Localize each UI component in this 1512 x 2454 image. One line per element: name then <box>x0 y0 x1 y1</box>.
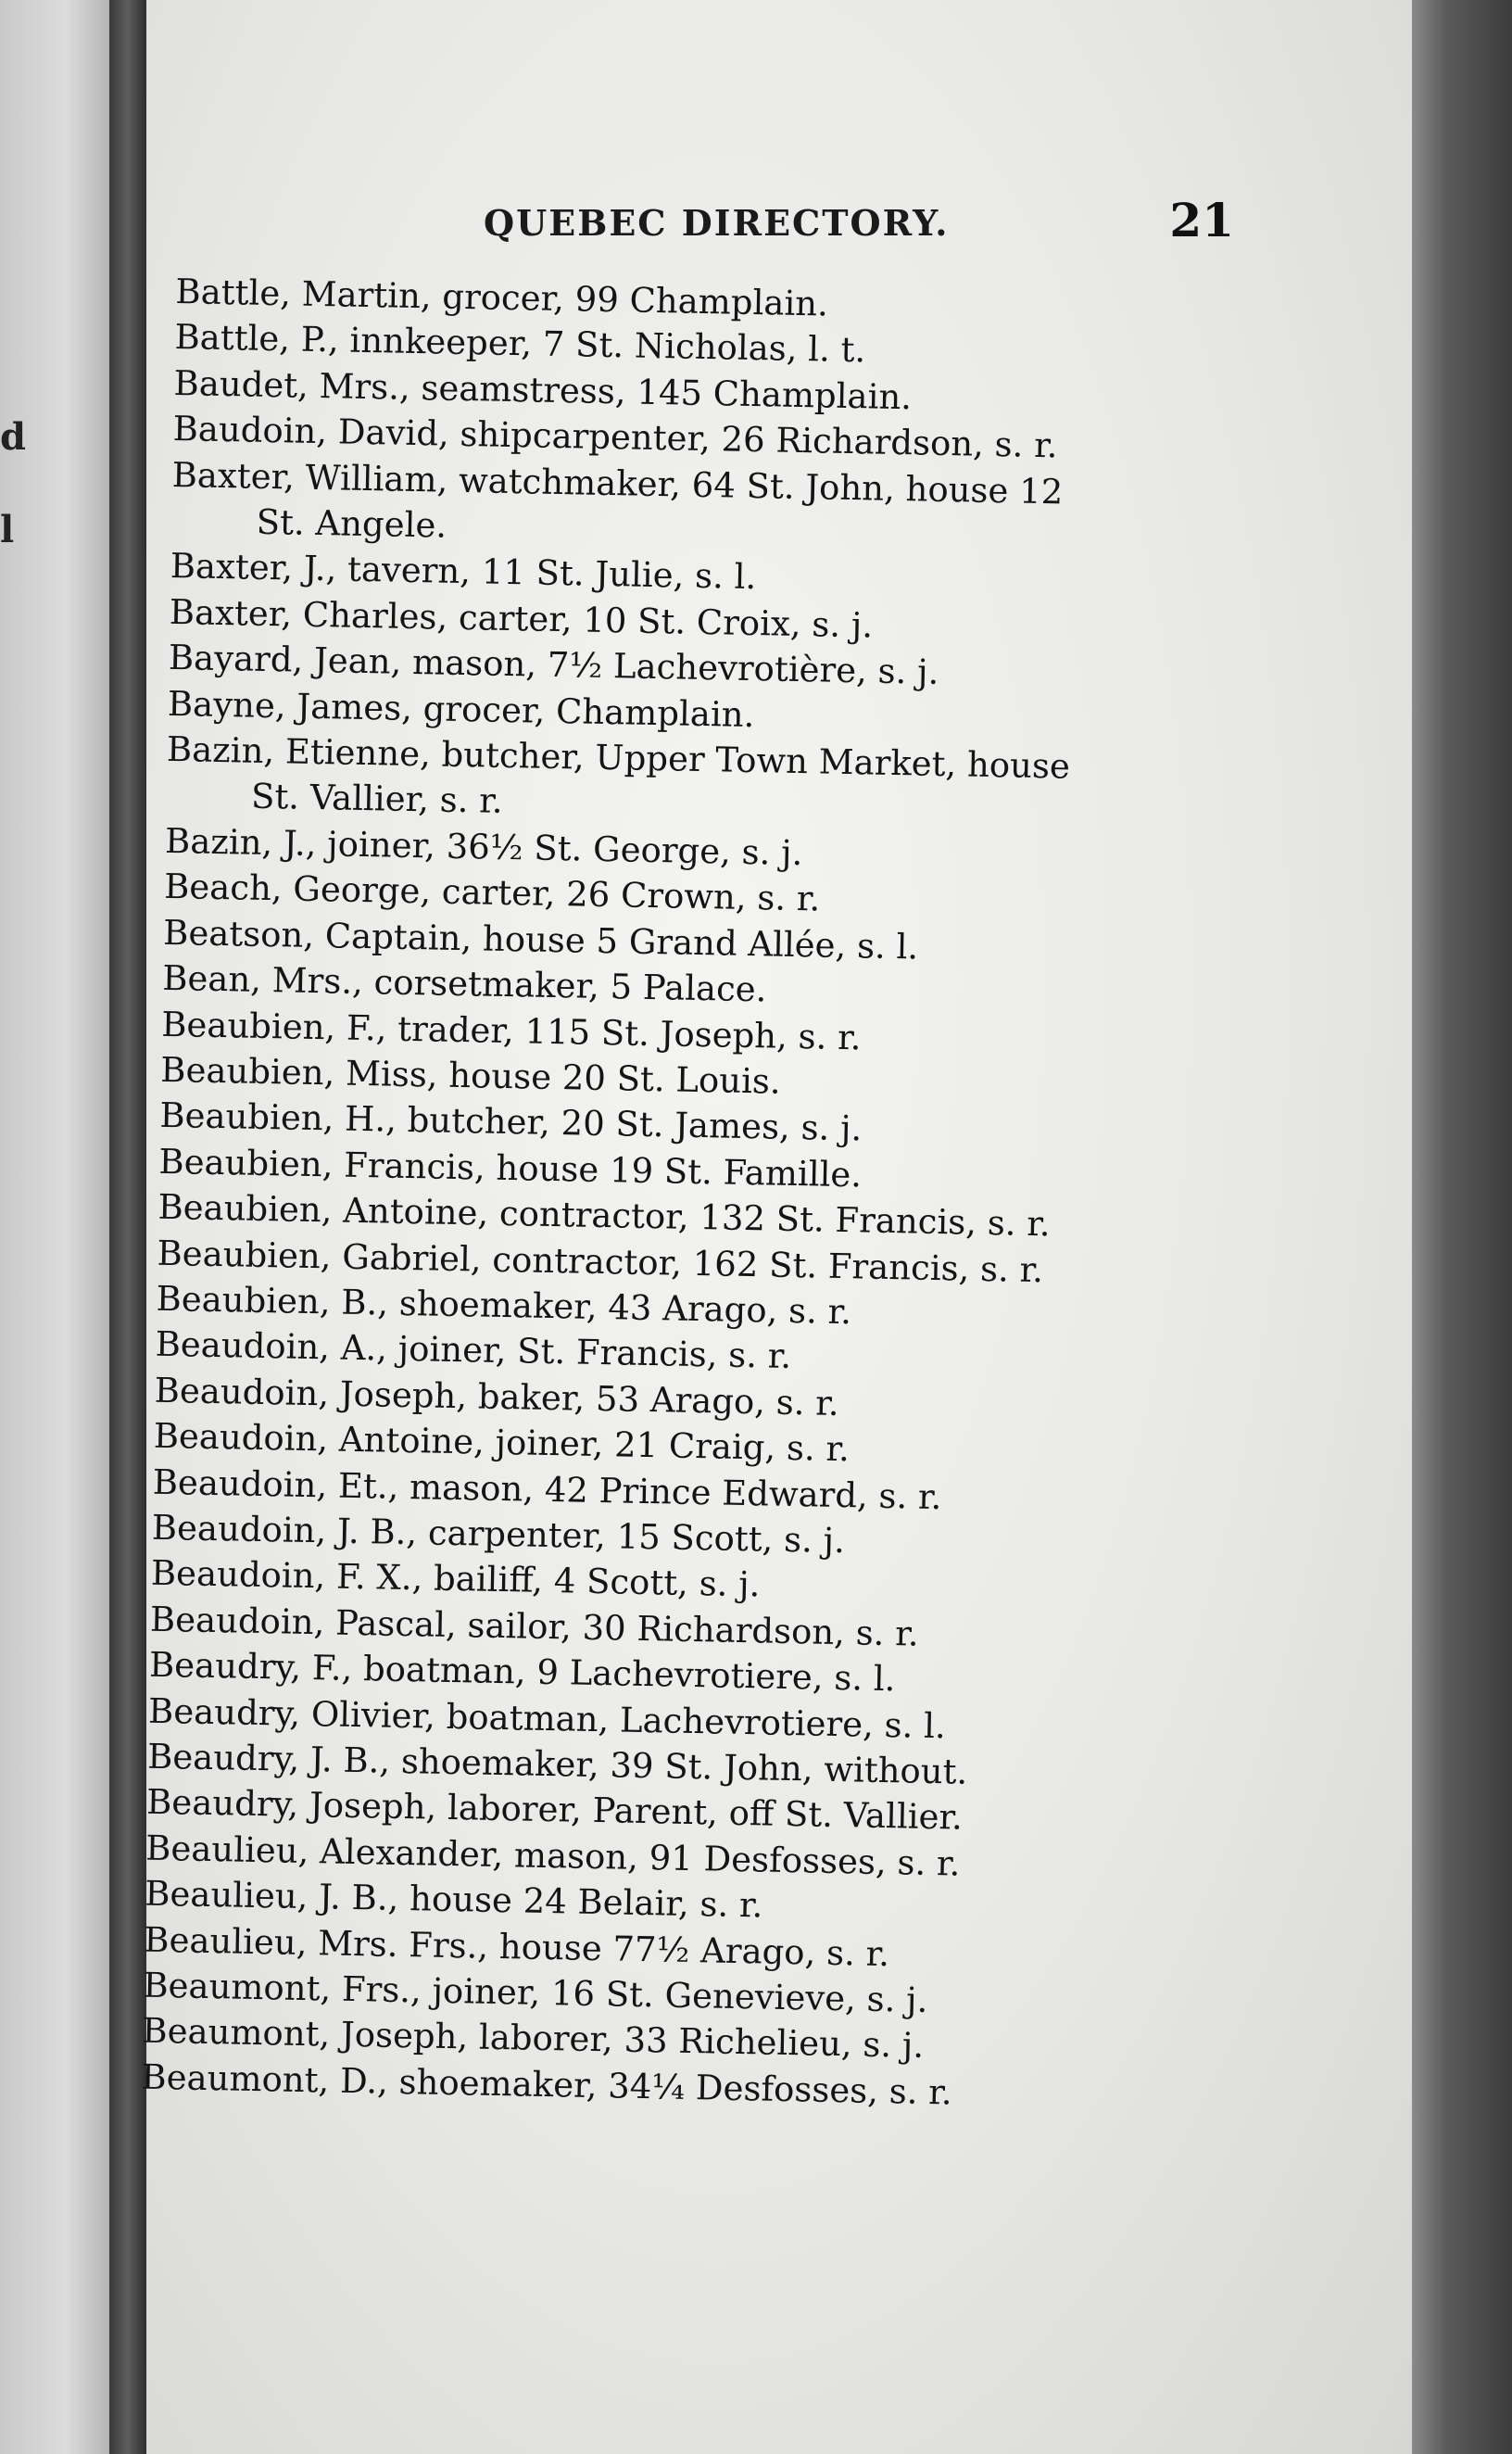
directory-entry: Beaulieu, Alexander, mason, 91 Desfosses, s. r. <box>145 1828 961 1884</box>
directory-entry: Beaudry, J. B., shoemaker, 39 St. John, without. <box>146 1736 968 1792</box>
directory-entry: Beaubien, Gabriel, contractor, 162 St. Francis, s. r. <box>157 1233 1044 1290</box>
directory-entry: Beatson, Captain, house 5 Grand Allée, s. l. <box>162 912 919 968</box>
previous-page-fragment: d <box>0 415 26 459</box>
running-title: QUEBEC DIRECTORY. <box>484 202 950 244</box>
directory-entry: Beaudoin, F. X., bailiff, 4 Scott, s. j. <box>150 1553 761 1605</box>
directory-entry: Baxter, J., tavern, 11 St. Julie, s. l. <box>170 546 757 598</box>
directory-entry: Beaubien, H., butcher, 20 St. James, s. j. <box>159 1095 863 1149</box>
directory-entry: Beaudry, Joseph, laborer, Parent, off St. Vallier. <box>145 1782 964 1839</box>
directory-entry: Beach, George, carter, 26 Crown, s. r. <box>163 866 821 919</box>
directory-entry: Beaudoin, Et., mason, 42 Prince Edward, s. r. <box>152 1461 942 1517</box>
previous-page-edge <box>0 0 109 2454</box>
directory-entry: Beaudry, Olivier, boatman, Lachevrotiere, s. l. <box>147 1690 947 1746</box>
directory-entry: Beaubien, Francis, house 19 St. Famille. <box>158 1141 863 1195</box>
directory-entry: Baudoin, David, shipcarpenter, 26 Richardson, s. r. <box>172 409 1058 466</box>
directory-entry: Battle, P., innkeeper, 7 St. Nicholas, l. t. <box>174 317 866 371</box>
directory-entry: Beaulieu, J. B., house 24 Belair, s. r. <box>144 1873 763 1926</box>
directory-entry: Beaubien, Antoine, contractor, 132 St. Francis, s. r. <box>158 1186 1052 1245</box>
directory-entry: Bayard, Jean, mason, 7½ Lachevrotière, s. j. <box>168 638 939 693</box>
directory-entry: Beaubien, Miss, house 20 St. Louis. <box>159 1049 782 1102</box>
directory-entry: Beaudoin, Antoine, joiner, 21 Craig, s. r. <box>153 1415 850 1470</box>
directory-entry: Beaudry, F., boatman, 9 Lachevrotiere, s. l. <box>148 1644 896 1700</box>
directory-entries <box>141 269 1232 2120</box>
directory-entry: Beaudoin, Pascal, sailor, 30 Richardson, s. r. <box>149 1599 919 1654</box>
page-header <box>335 193 1234 258</box>
directory-entry: Baxter, Charles, carter, 10 St. Croix, s. j. <box>169 591 874 646</box>
directory-entry: Beaudoin, A., joiner, St. Francis, s. r. <box>155 1324 792 1377</box>
directory-entry: Battle, Martin, grocer, 99 Champlain. <box>175 271 829 324</box>
directory-entry: Beaumont, Frs., joiner, 16 St. Genevieve, s. j. <box>143 1965 928 2020</box>
directory-entry: Beaudoin, J. B., carpenter, 15 Scott, s. j. <box>151 1507 846 1562</box>
directory-entry-continuation: St. Angele. <box>256 501 447 546</box>
directory-entry: Bayne, James, grocer, Champlain. <box>167 683 755 735</box>
directory-entry: Beaulieu, Mrs. Frs., house 77½ Arago, s. r. <box>143 1919 890 1974</box>
directory-entry: Bazin, Etienne, butcher, Upper Town Market, house <box>166 728 1071 787</box>
directory-entry: Bean, Mrs., corsetmaker, 5 Palace. <box>161 957 767 1010</box>
directory-entry: Bazin, J., joiner, 36½ St. George, s. j. <box>164 820 803 873</box>
directory-entry: Baudet, Mrs., seamstress, 145 Champlain. <box>173 362 913 418</box>
directory-entry: Beaubien, F., trader, 115 St. Joseph, s. r. <box>160 1004 862 1057</box>
directory-entry: Baxter, William, watchmaker, 64 St. John, house 12 <box>171 454 1064 512</box>
directory-entry: Beaumont, Joseph, laborer, 33 Richelieu, s. j. <box>142 2011 925 2067</box>
page-edge-right <box>1412 0 1512 2454</box>
directory-entry: Beaudoin, Joseph, baker, 53 Arago, s. r. <box>154 1370 840 1423</box>
previous-page-fragment: l <box>0 508 15 551</box>
directory-entry-continuation: St. Vallier, s. r. <box>250 777 504 822</box>
page-number: 21 <box>1169 193 1234 247</box>
directory-entry: Beaumont, D., shoemaker, 34¼ Desfosses, s. r. <box>141 2056 953 2113</box>
directory-entry: Beaubien, B., shoemaker, 43 Arago, s. r. <box>156 1278 852 1333</box>
